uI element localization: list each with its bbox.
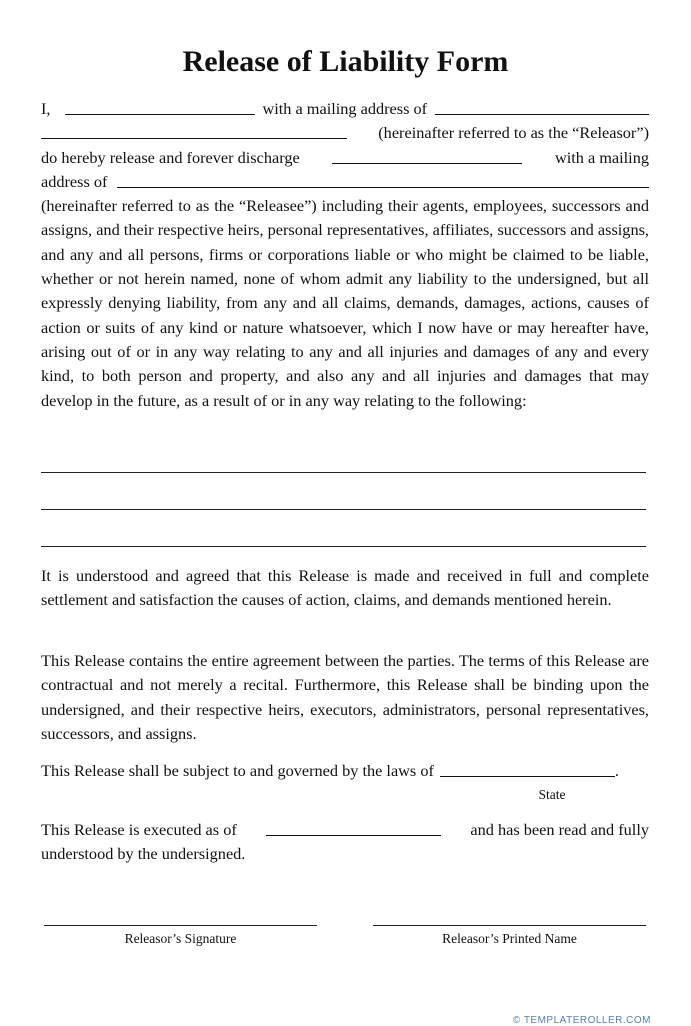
state-caption: State [538,787,566,802]
governing-law-period: . [614,761,619,780]
releasee-mailing-label: with a mailing [554,147,649,167]
templateroller-footer-link[interactable]: © TEMPLATEROLLER.COM [512,1015,651,1026]
governing-law-section [41,759,649,783]
releasee-address-field[interactable] [117,172,649,188]
releasee-address-label: address of [41,171,108,191]
intro-line-3 [41,146,649,170]
executed-as-of-label: This Release is executed as of [41,820,237,839]
execution-section [41,818,649,867]
entire-agreement-paragraph: This Release contains the entire agreement between the parties. The terms of this Release are contractual and not merely a recital. Furthermore, this Release shall be binding upon the undersigned, and their respective heirs, executors, administrators, personal representatives, successors, and assigns. [41,651,649,743]
release-paragraph: (hereinafter referred to as the “Releasee”) including their agents, employees, successors and assigns, and their respective heirs, personal representatives, affiliates, successors and assigns, and any and all persons, firms or corporations liable or who might be claimed to be liable, whether or not herein named, none of whom admit any liability to the undersigned, but all expressly denying liability, from any and all claims, demands, damages, actions, causes of action or suits of any kind or nature whatsoever, which I now have or may hereafter have, arising out of or in any way relating to any and all injuries and damages of any and every kind, to both person and property, and also any and all injuries and damages that may develop in the future, as a result of or in any way relating to the following: [41,196,649,410]
releasee-name-field[interactable] [332,148,522,164]
incident-description-line-2[interactable] [41,509,646,510]
releasor-address-field-2[interactable] [41,124,347,140]
releasor-address-field-1[interactable] [435,99,649,115]
state-field[interactable] [440,761,615,777]
signature-caption: Releasor’s Signature [124,931,237,946]
releasor-reference: (hereinafter referred to as the “Releasor”) [378,123,649,143]
intro-line-1 [41,97,649,121]
intro-line-2 [41,121,649,145]
settlement-paragraph: It is understood and agreed that this Release is made and received in full and complete settlement and satisfaction the causes of action, claims, and demands mentioned herein. [41,566,649,610]
execution-date-field[interactable] [266,820,441,836]
releasor-name-field[interactable] [65,99,255,115]
read-understood-label: and has been read and fully [470,820,649,839]
incident-description-line-3[interactable] [41,546,646,547]
intro-i: I, [41,99,51,118]
discharge-label: do hereby release and forever discharge [41,147,300,167]
form-title: Release of Liability Form [182,45,509,78]
intro-section [41,97,649,413]
execution-line-2: understood by the undersigned. [41,844,246,864]
governing-law-line [41,759,649,783]
intro-mailing-label: with a mailing address of [262,99,428,118]
releasor-signature-line[interactable] [44,925,317,926]
execution-line-1 [41,818,649,842]
intro-line-4 [41,170,649,194]
printed-name-caption: Releasor’s Printed Name [442,931,577,946]
governing-law-text: This Release shall be subject to and governed by the laws of [41,761,434,780]
incident-description-line-1[interactable] [41,472,646,473]
releasor-printed-name-line[interactable] [373,925,646,926]
